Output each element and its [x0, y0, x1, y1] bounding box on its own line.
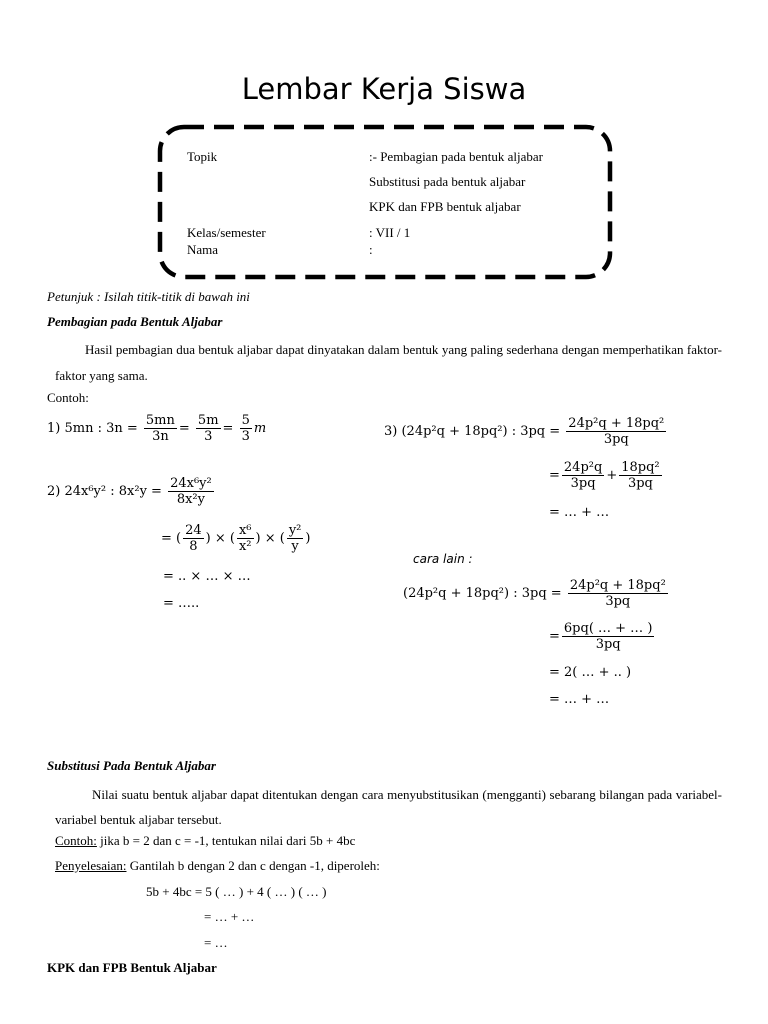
kpk-heading: KPK dan FPB Bentuk Aljabar	[47, 960, 217, 975]
example-2-fraction	[168, 476, 214, 507]
alternate-step-3: = … + …	[549, 692, 610, 707]
example-2-step-fraction-1	[183, 523, 204, 554]
contoh-label: Contoh:	[47, 390, 89, 405]
alternate-step-2: = 2( … + .. )	[549, 665, 632, 680]
example-3-fraction	[566, 416, 666, 447]
frac-den: 3n	[144, 428, 177, 444]
frac-den: 8x²y	[168, 491, 214, 507]
example-3-step-2: = … + …	[549, 505, 610, 520]
frac-num: 18pq²	[621, 460, 660, 475]
example-3-step-fraction-1	[562, 460, 604, 491]
example-1: 1) 5mn : 3n = $\frac{5mn}{3n}$ = $\frac{5m}{3}$ = $\frac{5}{3}$ m	[47, 413, 267, 444]
substitusi-step-1: 5b + 4bc = 5 ( … ) + 4 ( … ) ( … )	[146, 884, 327, 899]
pembagian-paragraph: Hasil pembagian dua bentuk aljabar dapat dinyatakan dalam bentuk yang paling sederhana dengan memperhatikan faktor- faktor yang sama.	[55, 342, 722, 383]
substitusi-paragraph: Nilai suatu bentuk aljabar dapat ditentukan dengan cara menyubstitusikan (mengganti) sebarang bilangan pada variabel- variabel bentuk aljabar tersebut.	[55, 787, 722, 827]
nama-label: Nama	[187, 242, 219, 257]
example-2-step-1: = ( $\frac{24}{8}$ ) × ( $\frac{\text{x⁶}}{\text{x²}}$ ) × ( $\frac{\text{y²}}{y}$ )	[161, 523, 311, 554]
example-3-step-fraction-2	[619, 460, 661, 491]
frac-den: 3pq	[619, 475, 661, 491]
example-3-step-1: = $\frac{\text{24p²q}}{3pq}$ + $\frac{\text{18pq²}}{3pq}$	[549, 460, 660, 491]
frac-num: 24p²q	[563, 460, 603, 475]
example-2-step-2: = .. × … × …	[163, 569, 251, 584]
page-title: Lembar Kerja Siswa	[241, 72, 527, 106]
substitusi-contoh-label: Contoh:	[55, 833, 97, 848]
example-1-tail: m	[253, 421, 267, 436]
frac-num: 24p²q + 18pq²	[568, 416, 665, 431]
kelas-label: Kelas/semester	[187, 225, 266, 240]
topik-value-3: KPK dan FPB bentuk aljabar	[369, 199, 521, 214]
example-2-step-fraction-3	[287, 523, 304, 554]
topik-value-2: Substitusi pada bentuk aljabar	[369, 174, 526, 189]
topik-value-1: :- Pembagian pada bentuk aljabar	[369, 149, 543, 164]
frac-den: 3pq	[562, 475, 604, 491]
example-3	[384, 416, 668, 447]
example-1-fraction-2	[196, 413, 221, 444]
pembagian-heading: Pembagian pada Bentuk Aljabar	[47, 314, 223, 329]
cara-lain-label: cara lain :	[413, 552, 473, 566]
frac-num: 5mn	[145, 413, 175, 428]
substitusi-step-2: = … + …	[204, 909, 255, 924]
example-3-prefix: 3) (24p²q + 18pq²) : 3pq =	[384, 424, 561, 439]
alternate-fraction	[568, 578, 668, 609]
penyelesaian-label: Penyelesaian:	[55, 858, 127, 873]
substitusi-step-3: = …	[204, 935, 228, 950]
example-2-step-3: = …..	[163, 596, 200, 611]
alternate-step-fraction	[562, 621, 654, 652]
frac-num: x⁶	[238, 523, 252, 538]
substitusi-contoh-text: jika b = 2 dan c = -1, tentukan nilai dari 5b + 4bc	[96, 833, 356, 848]
frac-den: 3pq	[566, 431, 666, 447]
topik-label: Topik	[187, 149, 218, 164]
example-1-fraction-3	[240, 413, 252, 444]
alternate-method	[403, 578, 670, 609]
petunjuk: Petunjuk : Isilah titik-titik di bawah ini	[47, 289, 250, 304]
example-1-fraction-1	[144, 413, 177, 444]
frac-den: x²	[238, 539, 252, 554]
frac-num: 24x⁶y²	[170, 476, 212, 491]
frac-num: 6pq( … + … )	[563, 621, 653, 636]
substitusi-heading: Substitusi Pada Bentuk Aljabar	[47, 758, 216, 773]
frac-num: 24	[185, 523, 202, 538]
frac-num: 24p²q + 18pq²	[569, 578, 666, 593]
alternate-step-1: = $\frac{6pq( \dots + \dots )}{3pq}$	[549, 621, 653, 652]
frac-den: 3	[241, 429, 250, 444]
nama-value: :	[369, 242, 373, 257]
frac-num: 5m	[197, 413, 219, 428]
frac-num: 5	[241, 413, 250, 428]
frac-den: 8	[183, 538, 204, 554]
frac-den: y	[287, 538, 304, 554]
example-2-prefix: 2) 24x⁶y² : 8x²y =	[47, 484, 162, 499]
frac-num: y²	[288, 523, 302, 538]
penyelesaian-text: Gantilah b dengan 2 dan c dengan -1, diperoleh:	[126, 858, 380, 873]
frac-den: 3	[196, 428, 221, 444]
frac-den: 3pq	[568, 593, 668, 609]
substitusi-contoh	[55, 833, 355, 849]
frac-den: 3pq	[562, 636, 654, 652]
example-2-step-fraction-2	[237, 523, 254, 554]
example-2	[47, 476, 216, 507]
example-1-prefix: 1) 5mn : 3n =	[47, 421, 138, 436]
kelas-value: : VII / 1	[369, 225, 411, 240]
penyelesaian	[55, 858, 380, 874]
alternate-prefix: (24p²q + 18pq²) : 3pq =	[403, 586, 562, 601]
